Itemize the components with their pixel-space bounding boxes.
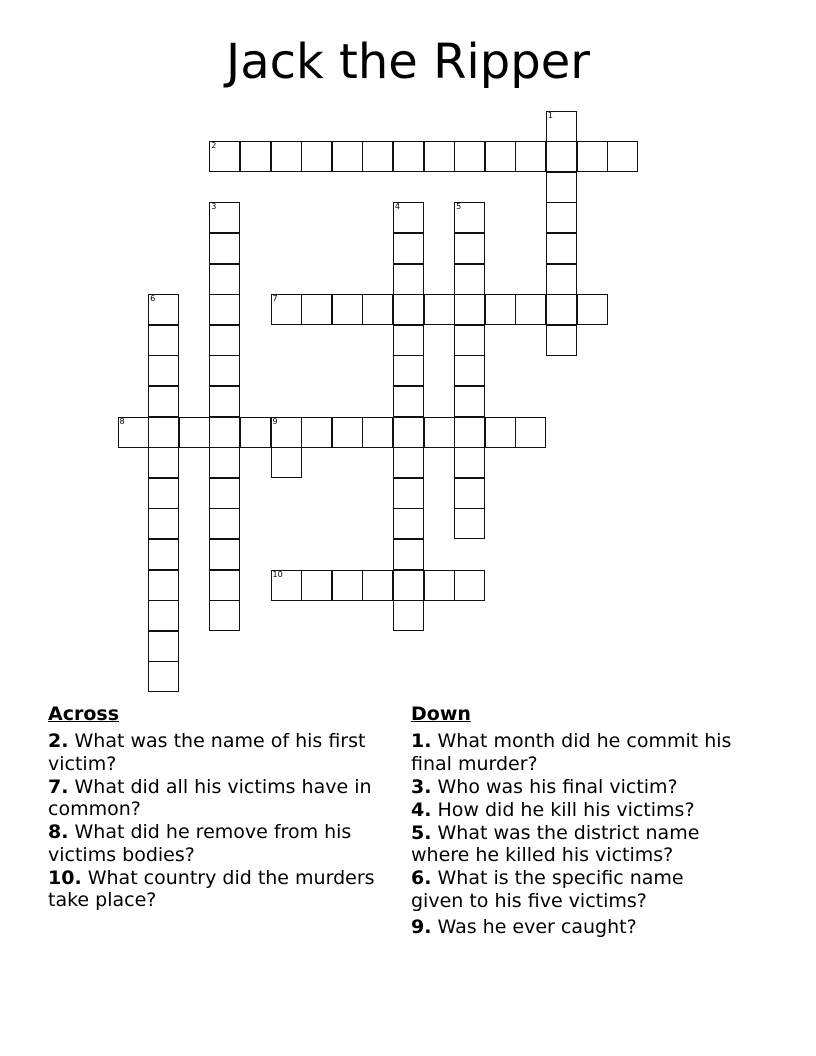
across-clues (48, 702, 388, 912)
grid-cell[interactable] (271, 294, 302, 325)
clue-number: 7. (48, 775, 69, 798)
grid-cell[interactable] (393, 233, 424, 264)
grid-cell[interactable] (179, 417, 210, 448)
grid-cell[interactable] (424, 294, 455, 325)
grid-cell[interactable] (454, 202, 485, 233)
grid-cell[interactable] (607, 141, 638, 172)
grid-cell[interactable] (209, 447, 240, 478)
grid-cell[interactable] (454, 294, 485, 325)
grid-cell[interactable] (332, 570, 363, 601)
across-clue-7 (48, 776, 388, 821)
down-clue-6 (411, 867, 741, 912)
grid-cell[interactable] (485, 294, 516, 325)
grid-cell[interactable] (393, 478, 424, 509)
grid-cell[interactable] (301, 141, 332, 172)
grid-cell[interactable] (454, 355, 485, 386)
clue-number: 6. (411, 867, 432, 889)
grid-cell[interactable] (240, 417, 271, 448)
grid-cell[interactable] (209, 233, 240, 264)
clue-text: Was he ever caught? (437, 916, 637, 938)
grid-cell[interactable] (148, 508, 179, 539)
grid-cell[interactable] (454, 508, 485, 539)
grid-cell[interactable] (148, 417, 179, 448)
grid-cell[interactable] (454, 141, 485, 172)
grid-cell[interactable] (546, 172, 577, 203)
grid-cell[interactable] (393, 141, 424, 172)
across-clue-8 (48, 821, 388, 866)
grid-cell[interactable] (393, 294, 424, 325)
clue-number-label: 4 (394, 202, 400, 212)
grid-cell[interactable] (362, 570, 393, 601)
grid-cell[interactable] (546, 264, 577, 295)
across-heading: Across (48, 703, 120, 725)
grid-cell[interactable] (148, 570, 179, 601)
grid-cell[interactable] (301, 294, 332, 325)
grid-cell[interactable] (454, 264, 485, 295)
down-clue-9 (411, 916, 741, 939)
clue-number-label: 7 (272, 294, 278, 304)
grid-cell[interactable] (118, 417, 149, 448)
grid-cell[interactable] (454, 325, 485, 356)
grid-cell[interactable] (485, 141, 516, 172)
clue-number: 3. (411, 775, 432, 798)
grid-cell[interactable] (271, 570, 302, 601)
grid-cell[interactable] (393, 508, 424, 539)
clue-text: Who was his final victim? (437, 775, 678, 798)
grid-cell[interactable] (454, 417, 485, 448)
grid-cell[interactable] (148, 355, 179, 386)
grid-cell[interactable] (424, 570, 455, 601)
clue-number: 8. (48, 821, 69, 843)
down-clue-1 (411, 730, 741, 775)
grid-cell[interactable] (546, 111, 577, 142)
grid-cell[interactable] (301, 417, 332, 448)
clue-number: 1. (411, 730, 432, 752)
clue-text: What was the name of his first victim? (48, 730, 366, 775)
grid-cell[interactable] (454, 447, 485, 478)
down-heading: Down (411, 703, 471, 725)
down-clues (411, 702, 741, 939)
grid-cell[interactable] (546, 294, 577, 325)
across-clue-2 (48, 730, 388, 775)
grid-cell[interactable] (209, 478, 240, 509)
grid-cell[interactable] (546, 202, 577, 233)
grid-cell[interactable] (209, 600, 240, 631)
grid-cell[interactable] (209, 355, 240, 386)
grid-cell[interactable] (332, 294, 363, 325)
grid-cell[interactable] (148, 631, 179, 662)
clue-number: 5. (411, 821, 432, 844)
grid-cell[interactable] (424, 141, 455, 172)
clue-number: 10. (48, 866, 82, 889)
down-clue-3 (411, 776, 741, 799)
clue-number-label: 2 (211, 141, 217, 151)
grid-cell[interactable] (271, 141, 302, 172)
grid-cell[interactable] (546, 141, 577, 172)
grid-cell[interactable] (362, 294, 393, 325)
clue-number-label: 6 (150, 294, 156, 304)
grid-cell[interactable] (515, 294, 546, 325)
grid-cell[interactable] (393, 417, 424, 448)
grid-cell[interactable] (148, 325, 179, 356)
page-title: Jack the Ripper (226, 34, 590, 90)
grid-cell[interactable] (454, 233, 485, 264)
clue-number-label: 3 (211, 202, 217, 212)
grid-cell[interactable] (546, 325, 577, 356)
grid-cell[interactable] (546, 233, 577, 264)
grid-cell[interactable] (577, 294, 608, 325)
grid-cell[interactable] (424, 417, 455, 448)
grid-cell[interactable] (577, 141, 608, 172)
grid-cell[interactable] (393, 202, 424, 233)
grid-cell[interactable] (209, 202, 240, 233)
clue-text: What month did he commit his final murder? (411, 730, 732, 775)
clue-text: How did he kill his victims? (437, 798, 695, 821)
grid-cell[interactable] (393, 570, 424, 601)
clue-text: What country did the murders take place? (48, 866, 375, 911)
across-clue-10 (48, 867, 388, 912)
grid-cell[interactable] (209, 294, 240, 325)
grid-cell[interactable] (148, 478, 179, 509)
down-clue-5 (411, 822, 741, 867)
grid-cell[interactable] (393, 447, 424, 478)
grid-cell[interactable] (148, 386, 179, 417)
grid-cell[interactable] (271, 417, 302, 448)
grid-cell[interactable] (454, 386, 485, 417)
grid-cell[interactable] (301, 570, 332, 601)
grid-cell[interactable] (209, 325, 240, 356)
grid-cell[interactable] (209, 508, 240, 539)
grid-cell[interactable] (148, 600, 179, 631)
grid-cell[interactable] (271, 447, 302, 478)
clue-number: 9. (411, 916, 432, 938)
clue-text: What did he remove from his victims bodies? (48, 821, 352, 866)
grid-cell[interactable] (515, 417, 546, 448)
grid-cell[interactable] (393, 386, 424, 417)
down-clue-4 (411, 799, 741, 822)
grid-cell[interactable] (209, 539, 240, 570)
clue-number: 4. (411, 798, 432, 821)
grid-cell[interactable] (393, 539, 424, 570)
grid-cell[interactable] (454, 570, 485, 601)
grid-cell[interactable] (148, 294, 179, 325)
grid-cell[interactable] (209, 417, 240, 448)
grid-cell[interactable] (209, 264, 240, 295)
grid-cell[interactable] (362, 417, 393, 448)
clue-text: What did all his victims have in common? (48, 775, 372, 820)
grid-cell[interactable] (209, 141, 240, 172)
clue-number-label: 9 (272, 416, 278, 426)
grid-cell[interactable] (240, 141, 271, 172)
clue-number-label: 8 (119, 416, 125, 426)
clue-text: What was the district name where he killed his victims? (411, 821, 700, 866)
grid-cell[interactable] (332, 417, 363, 448)
clue-number-label: 5 (456, 202, 462, 212)
grid-cell[interactable] (209, 386, 240, 417)
grid-cell[interactable] (393, 325, 424, 356)
grid-cell[interactable] (393, 264, 424, 295)
grid-cell[interactable] (393, 355, 424, 386)
grid-cell[interactable] (209, 570, 240, 601)
clue-number-label: 1 (547, 110, 553, 120)
grid-cell[interactable] (148, 447, 179, 478)
clue-number: 2. (48, 730, 69, 752)
grid-cell[interactable] (148, 539, 179, 570)
grid-cell[interactable] (332, 141, 363, 172)
clue-text: What is the specific name given to his five victims? (411, 867, 684, 912)
grid-cell[interactable] (148, 661, 179, 692)
grid-cell[interactable] (393, 600, 424, 631)
grid-cell[interactable] (362, 141, 393, 172)
grid-cell[interactable] (485, 417, 516, 448)
clue-number-label: 10 (272, 569, 283, 579)
grid-cell[interactable] (454, 478, 485, 509)
grid-cell[interactable] (515, 141, 546, 172)
